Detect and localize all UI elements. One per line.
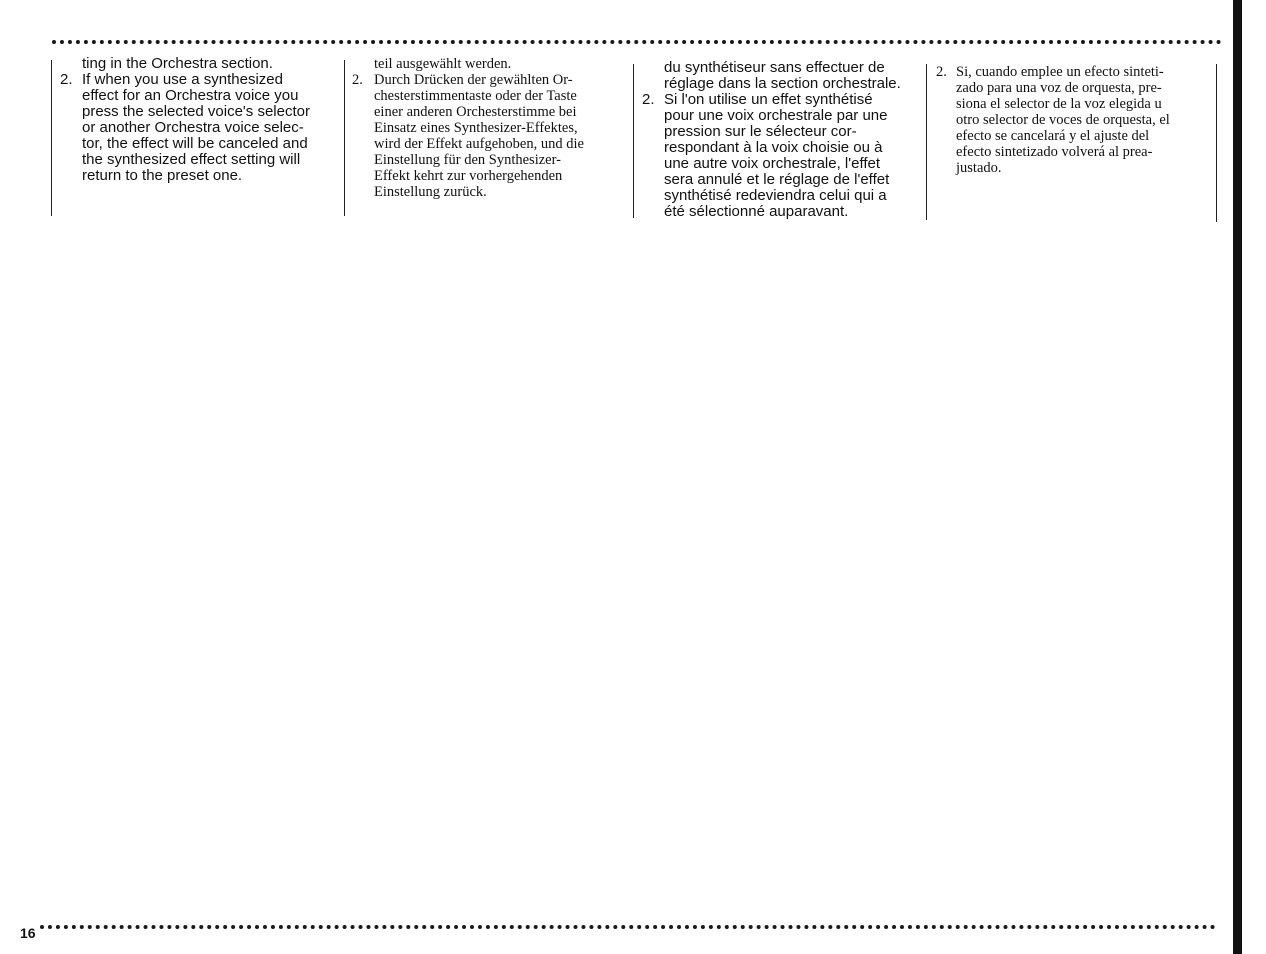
- french-item-2: [634, 92, 926, 220]
- french-line: été sélectionné auparavant.: [664, 203, 849, 220]
- german-line: chesterstimmentaste oder der Taste: [374, 88, 577, 104]
- german-line: wird der Effekt aufgehoben, und die: [374, 136, 584, 152]
- english-line: the synthesized effect setting will: [82, 151, 301, 168]
- spanish-item-number: 2.: [936, 64, 947, 80]
- english-line: effect for an Orchestra voice you: [82, 87, 299, 104]
- french-line: pour une voix orchestrale par une: [664, 107, 888, 124]
- column-rule-right: [1216, 64, 1217, 222]
- french-column: [634, 60, 926, 220]
- english-line: tor, the effect will be canceled and: [82, 135, 308, 152]
- french-line: pression sur le sélecteur cor-: [664, 123, 857, 140]
- spanish-item-2: [928, 64, 1213, 176]
- english-column: [52, 56, 342, 184]
- spanish-line: otro selector de voces de orquesta, el: [956, 112, 1170, 128]
- page-number: 16: [20, 925, 36, 941]
- french-line: une autre voix orchestrale, l'effet: [664, 155, 881, 172]
- german-item-2: [344, 72, 629, 200]
- french-line: Si l'on utilise un effet synthétisé: [664, 91, 873, 108]
- top-dotted-rule: [52, 40, 1222, 44]
- french-line: respondant à la voix choisie ou à: [664, 139, 883, 156]
- french-line: sera annulé et le réglage de l'effet: [664, 171, 890, 188]
- german-line: Einstellung zurück.: [374, 184, 487, 200]
- bottom-dotted-rule: [40, 925, 1216, 929]
- spanish-line: efecto sintetizado volverá al prea-: [956, 144, 1153, 160]
- english-line: press the selected voice's selector: [82, 103, 310, 120]
- english-line: If when you use a synthesized: [82, 71, 283, 88]
- english-item-number: 2.: [60, 71, 73, 88]
- german-column: [344, 56, 629, 200]
- spanish-line: zado para una voz de orquesta, pre-: [956, 80, 1162, 96]
- french-line: synthétisé redeviendra celui qui a: [664, 187, 887, 204]
- english-line: return to the preset one.: [82, 167, 243, 184]
- german-line: Einstellung für den Synthesizer-: [374, 152, 561, 168]
- german-item-number: 2.: [352, 72, 363, 88]
- spanish-column: [928, 64, 1213, 176]
- german-line: einer anderen Orchesterstimme bei: [374, 104, 577, 120]
- column-rule-spanish: [926, 64, 927, 220]
- spanish-line: Si, cuando emplee un efecto sinteti-: [956, 64, 1164, 80]
- french-line: réglage dans la section orchestrale.: [664, 75, 901, 92]
- german-line: Durch Drücken der gewählten Or-: [374, 72, 573, 88]
- right-edge-bar: [1233, 0, 1242, 954]
- english-continuation: ting in the Orchestra section.: [82, 55, 273, 72]
- english-item-2: [52, 72, 342, 184]
- french-continuation: [634, 60, 926, 92]
- english-line: or another Orchestra voice selec-: [82, 119, 304, 136]
- german-line: Effekt kehrt zur vorhergehenden: [374, 168, 563, 184]
- spanish-line: siona el selector de la voz elegida u: [956, 96, 1162, 112]
- spanish-line: efecto se cancelará y el ajuste del: [956, 128, 1150, 144]
- german-continuation: teil ausgewählt werden.: [374, 56, 512, 72]
- french-line: du synthétiseur sans effectuer de: [664, 59, 885, 76]
- spanish-line: justado.: [956, 160, 1002, 176]
- german-line: Einsatz eines Synthesizer-Effektes,: [374, 120, 578, 136]
- french-item-number: 2.: [642, 91, 655, 108]
